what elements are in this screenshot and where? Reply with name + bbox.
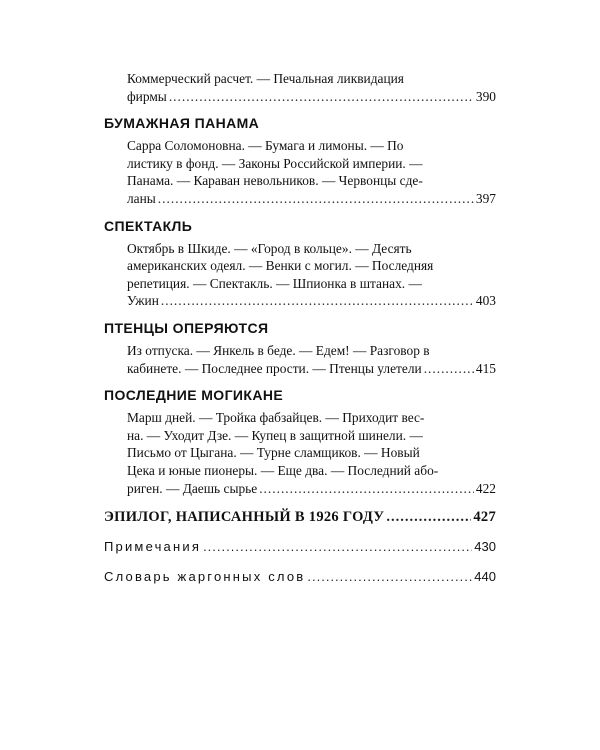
toc-entry-text — [127, 409, 496, 497]
toc-entry-commercial — [104, 70, 496, 105]
toc-line: Марш дней. — Тройка фабзайцев. — Приходит вес- — [127, 410, 425, 426]
page-number: 415 — [475, 360, 496, 376]
toc-section-paper-panama — [104, 114, 496, 207]
toc-entry-text — [127, 240, 496, 310]
toc-line: Октябрь в Шкиде. — «Город в кольце». — Десять — [127, 240, 412, 256]
toc-line: кабинете. — Последнее прости. — Птенцы улетели — [127, 360, 422, 376]
toc-section-last-mohicans — [104, 386, 496, 497]
toc-entry-text — [127, 137, 496, 207]
toc-last-line — [127, 480, 496, 498]
toc-entry-text — [127, 342, 496, 377]
toc-last-line — [127, 190, 496, 208]
section-heading: ПОСЛЕДНИЕ МОГИКАНЕ — [104, 387, 284, 404]
page-number: 422 — [475, 480, 496, 496]
notes-title: Примечания — [104, 539, 202, 555]
toc-entry-text — [127, 70, 496, 105]
dot-leader — [169, 88, 474, 106]
toc-section-fledglings — [104, 319, 496, 377]
toc-line: на. — Уходит Дзе. — Купец в защитной шинели. — — [127, 427, 423, 443]
toc-line: фирмы — [127, 88, 167, 104]
table-of-contents — [104, 70, 496, 587]
toc-line: Сарра Соломоновна. — Бумага и лимоны. — По — [127, 138, 404, 154]
section-heading: ПТЕНЦЫ ОПЕРЯЮТСЯ — [104, 319, 269, 336]
page-number: 430 — [474, 539, 496, 555]
dot-leader — [203, 537, 472, 557]
toc-line: Цека и юные пионеры. — Еще два. — Последний або- — [127, 462, 439, 478]
toc-glossary — [104, 567, 496, 587]
toc-last-line — [127, 360, 496, 378]
page-number: 440 — [474, 569, 496, 585]
toc-line: риген. — Даешь сырье — [127, 480, 258, 496]
page-number: 397 — [475, 190, 496, 206]
toc-notes — [104, 537, 496, 557]
page-number: 427 — [473, 509, 496, 526]
toc-line: репетиция. — Спектакль. — Шпионка в штанах. — — [127, 275, 422, 291]
dot-leader — [259, 480, 474, 498]
toc-last-line — [127, 88, 496, 106]
section-heading: СПЕКТАКЛЬ — [104, 217, 193, 234]
toc-line: Письмо от Цыгана. — Турне сламщиков. — Новый — [127, 445, 420, 461]
dot-leader — [424, 360, 474, 378]
page-number: 403 — [475, 293, 496, 309]
toc-line: Ужин — [127, 293, 159, 309]
glossary-title: Словарь жаргонных слов — [104, 569, 306, 585]
toc-line: Панама. — Караван невольников. — Червонцы сде- — [127, 173, 423, 189]
toc-line: листику в фонд. — Законы Российской империи. — — [127, 155, 423, 171]
dot-leader — [307, 567, 472, 587]
toc-section-spectacle — [104, 217, 496, 310]
toc-epilogue — [104, 507, 496, 527]
toc-last-line — [127, 292, 496, 310]
toc-line: Из отпуска. — Янкель в беде. — Едем! — Разговор в — [127, 342, 430, 358]
toc-line: американских одеял. — Венки с могил. — Последняя — [127, 258, 434, 274]
dot-leader — [161, 292, 474, 310]
section-heading: БУМАЖНАЯ ПАНАМА — [104, 115, 260, 132]
epilogue-title: ЭПИЛОГ, НАПИСАННЫЙ В 1926 ГОДУ — [104, 509, 385, 526]
toc-line: ланы — [127, 190, 156, 206]
dot-leader — [158, 190, 474, 208]
dot-leader — [386, 507, 471, 527]
page-number: 390 — [475, 88, 496, 104]
toc-line: Коммерческий расчет. — Печальная ликвидация — [127, 71, 404, 86]
